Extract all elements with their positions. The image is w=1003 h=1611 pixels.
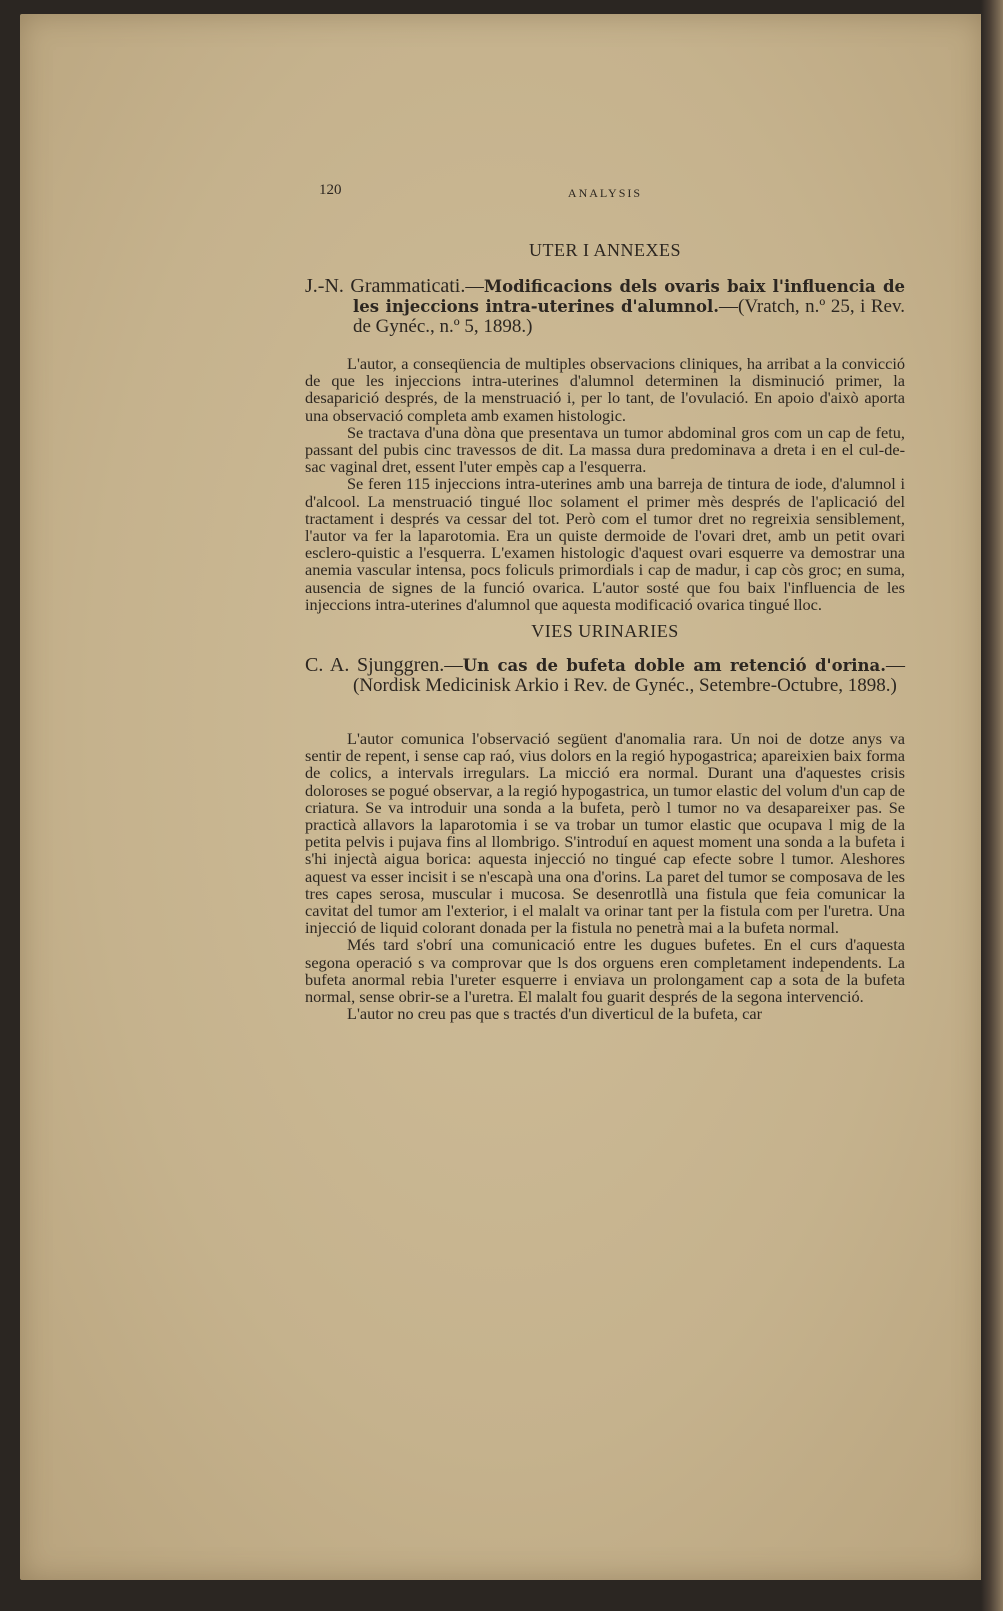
body-paragraph: Se tractava d'una dòna que presentava un tumor abdominal gros com un cap de fetu, passant del pubis cinc travessos de dit. La massa dura predominava a dreta i en el cul-de-sac vaginal dret, essent l'uter empès cap a l'esquerra. [305,422,905,477]
page-sheet [20,14,984,1580]
section-uter [305,240,905,613]
body-paragraph: Se feren 115 injeccions intra-uterines amb una barreja de tintura de iode, d'alumnol i d'alcool. La menstruació tingué lloc solament el primer mès després de l'aplicació del tractament i després va cessar del tot. Però com el tumor dret no regreixia sensiblement, l'autor va fer la laparotomia. Era un quiste dermoide de l'ovari dret, amb un petit ovari esclero-quistic a l'esquerra. L'examen histologic d'aquest ovari esquerre va demostrar una anemia vascular intensa, pocs foliculs primordials i cap de madur, i cap còs groc; en suma, ausencia de signes de la funció ovarica. L'autor sosté que fou baix l'influencia de les injeccions intra-uterines d'alumnol que aquesta modificació ovarica tingué lloc. [305,474,905,614]
body-paragraph: Més tard s'obrí una comunicació entre les dugues bufetes. En el curs d'aquesta segona operació s va comprovar que ls dos orguens eren completament independents. La bufeta anormal rebia l'ureter esquerre i enviava un prolongament cap a sota de la bufeta normal, sense obrir-se a l'uretra. El malalt fou guarit després de la segona intervenció. [305,935,905,1007]
page-content [305,182,905,1023]
citation [305,277,905,337]
citation [305,656,905,696]
citation-source: —(Vratch, n.º 25, i Rev. de Gynéc., n.º 5, 1898.) [353,296,906,337]
body-paragraph: L'autor comunica l'observació següent d'anomalia rara. Un noi de dotze anys va sentir de repent, i sense cap raó, vius dolors en la regió hypogastrica; apareixien baix forma de colics, a intervals irregulars. La micció era normal. Durant una d'aquestes crisis doloroses se pogué observar, a la regió hypogastrica, un tumor elastic del volum d'un cap de criatura. Se va introduir una sonda a la bufeta, però l tumor no va desapareixer pas. Se practicà allavors la laparotomia i se va trobar un tumor elastic que ocupava l mig de la petita pelvis i pujava fins al llombrigo. S'introduí en aquest moment una sonda a la bufeta i s'hi injectà aigua borica: aquesta injecció no tingué cap efecte sobre l tumor. Aleshores aquest va esser incisit i se n'escapà una ona d'orins. La paret del tumor se composava de les tres capes serosa, muscular i mucosa. Se desenrotllà una fistula que feia comunicar la cavitat del tumor am l'exterior, i el malalt va orinar tant per la fistula com per l'uretra. Una injecció de liquid colorant donada per la fistula no penetrà mai a la bufeta normal. [305,729,905,938]
section-vies-urinaries [305,621,905,1022]
citation-author: J.-N. Grammaticati. [305,275,466,297]
citation-title: Modificacions dels ovaris baix l'influencia de les injeccions intra-uterines d'alumnol. [353,277,905,316]
citation-title: Un cas de bufeta doble am retenció d'orina. [462,656,886,676]
spacer [305,714,905,730]
citation-source: —(Nordisk Medicinisk Arkio i Rev. de Gynéc., Setembre-Octubre, 1898.) [353,655,905,697]
section-title: VIES URINARIES [531,621,679,642]
section-title: UTER I ANNEXES [529,240,681,260]
citation-author: C. A. Sjunggren. [305,654,445,677]
running-title: ANALYSIS [567,186,643,200]
running-head [305,182,905,212]
body-paragraph: L'autor no creu pas que s tractés d'un diverticul de la bufeta, car [347,1004,762,1024]
citation-separator: — [465,277,484,297]
citation-separator: — [444,656,463,677]
page-number: 120 [319,182,342,198]
body-paragraph: L'autor, a conseqüencia de multiples observacions cliniques, ha arribat a la convicció de que les injeccions intra-uterines d'alumnol determinen la disminució primer, la desaparició després, de la menstruació i, per lo tant, de l'ovulació. En apoio d'això aporta una observació completa amb examen histologic. [305,354,905,425]
scan-edge [981,0,1003,1611]
